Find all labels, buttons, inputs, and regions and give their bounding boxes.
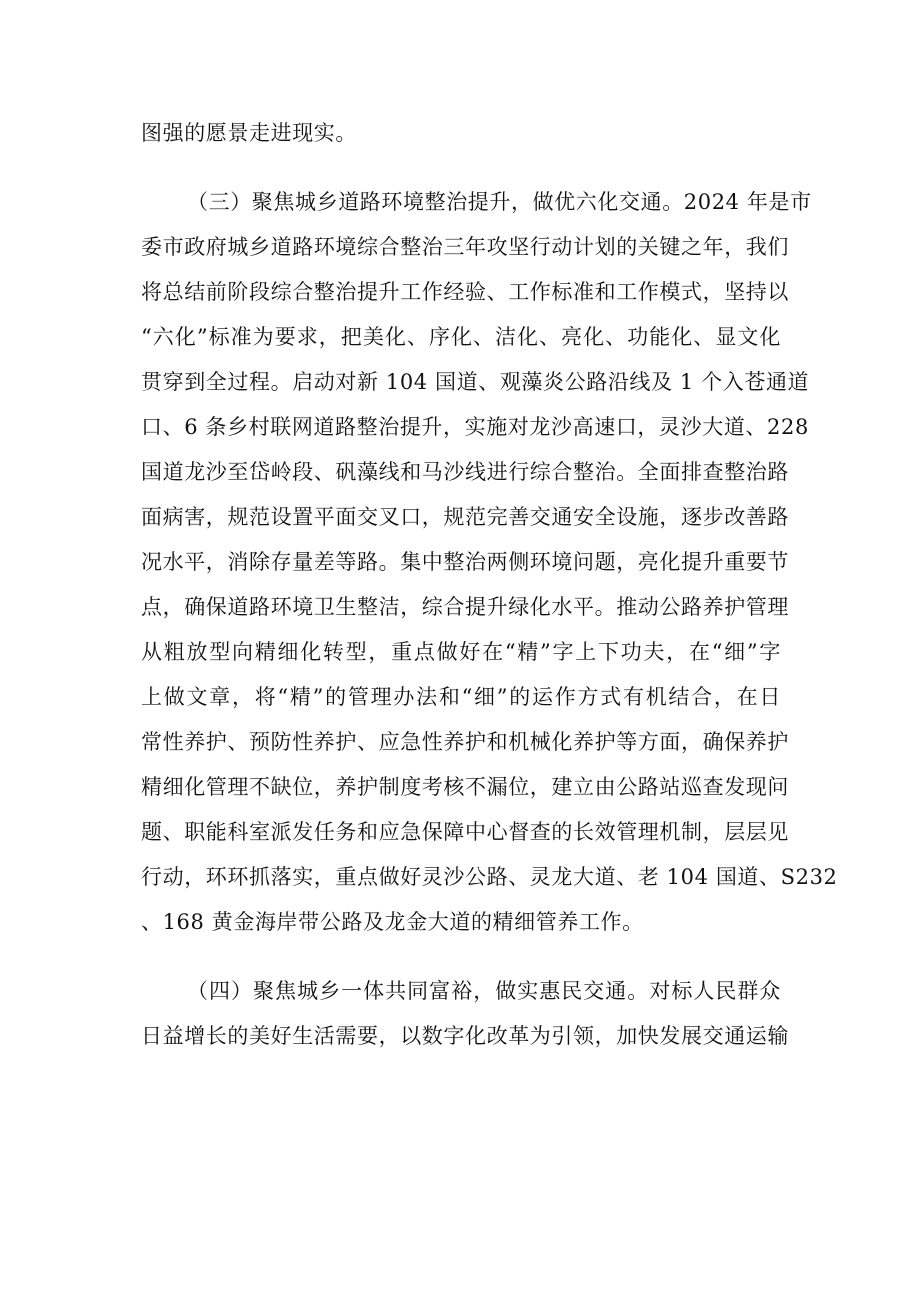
- paragraph-3-line-16: 行动，环环抓落实，重点做好灵沙公路、灵龙大道、老 104 国道、S232: [141, 865, 838, 889]
- paragraph-3-line-8: 面病害，规范设置平面交叉口，规范完善交通安全设施，逐步改善路: [141, 505, 789, 529]
- paragraph-3-line-11: 从粗放型向精细化转型，重点做好在“精”字上下功夫，在“细”字: [141, 640, 781, 664]
- paragraph-3-line-12: 上做文章，将“精”的管理办法和“细”的运作方式有机结合，在日: [141, 685, 781, 709]
- paragraph-3-line-1: （三）聚焦城乡道路环境整治提升，做优六化交通。2024 年是市: [187, 190, 812, 214]
- paragraph-3-line-9: 况水平，消除存量差等路。集中整治两侧环境问题，亮化提升重要节: [141, 550, 789, 574]
- paragraph-3-line-10: 点，确保道路环境卫生整洁，综合提升绿化水平。推动公路养护管理: [141, 595, 789, 619]
- paragraph-3-line-5: 贯穿到全过程。启动对新 104 国道、观藻炎公路沿线及 1 个入苍通道: [141, 370, 810, 394]
- paragraph-3-line-7: 国道龙沙至岱岭段、矾藻线和马沙线进行综合整治。全面排查整治路: [141, 460, 789, 484]
- paragraph-3-line-14: 精细化管理不缺位，养护制度考核不漏位，建立由公路站巡查发现问: [141, 775, 789, 799]
- paragraph-3-line-17: 、168 黄金海岸带公路及龙金大道的精细管养工作。: [141, 910, 644, 934]
- paragraph-3-line-4: “六化”标准为要求，把美化、序化、洁化、亮化、功能化、显文化: [141, 325, 781, 349]
- paragraph-3-line-13: 常性养护、预防性养护、应急性养护和机械化养护等方面，确保养护: [141, 730, 789, 754]
- paragraph-4-line-2: 日益增长的美好生活需要，以数字化改革为引领，加快发展交通运输: [141, 1024, 789, 1048]
- paragraph-3-line-2: 委市政府城乡道路环境综合整治三年攻坚行动计划的关键之年，我们: [141, 235, 789, 259]
- paragraph-prev-line-1: 图强的愿景走进现实。: [141, 121, 357, 145]
- paragraph-3-line-3: 将总结前阶段综合整治提升工作经验、工作标准和工作模式，坚持以: [141, 280, 789, 304]
- paragraph-4-line-1: （四）聚焦城乡一体共同富裕，做实惠民交通。对标人民群众: [187, 979, 781, 1003]
- paragraph-3-line-6: 口、6 条乡村联网道路整治提升，实施对龙沙高速口，灵沙大道、228: [141, 415, 809, 439]
- paragraph-3-line-15: 题、职能科室派发任务和应急保障中心督查的长效管理机制，层层见: [141, 820, 789, 844]
